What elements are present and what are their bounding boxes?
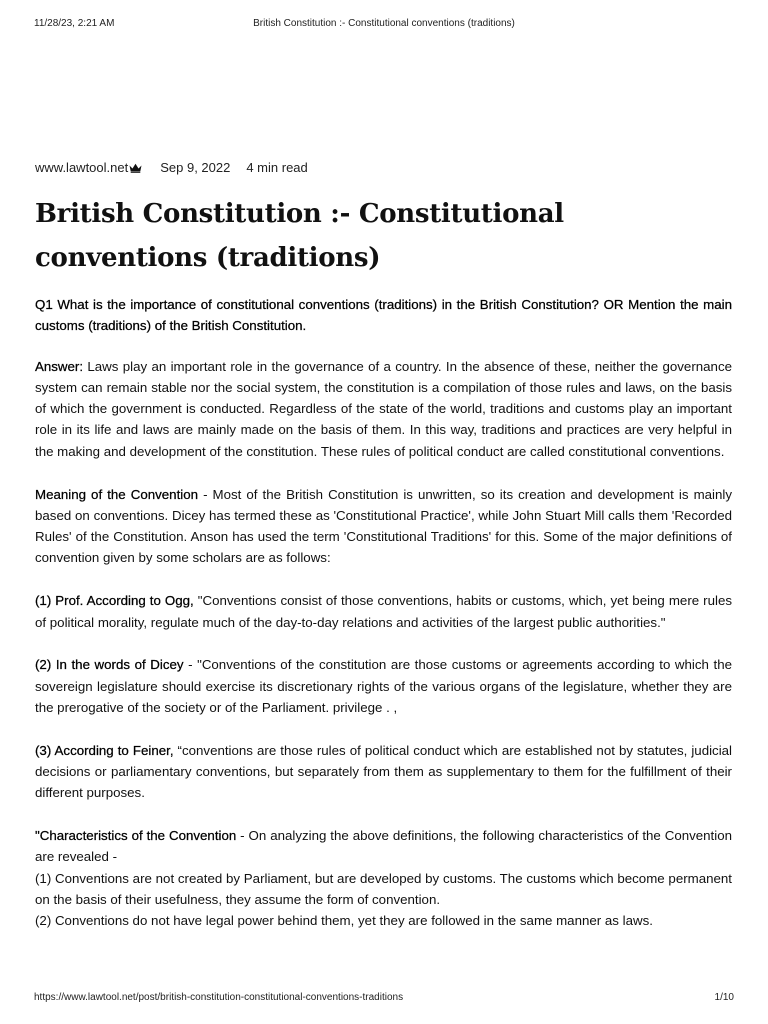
meaning-text: - Most of the British Constitution is unwritten, so its creation and development is mainly based on conventions. Dicey has termed these as 'Constitutional Practice', while John Stuart Mill calls them 'Recorded Rules' of the Constitution. Anson has used the term 'Constitutional Traditions' for this. Some of the major definitions of convention given by some scholars are as follows: [35,486,733,566]
site-link[interactable]: www.lawtool.net [35,160,129,175]
read-time: 4 min read [246,160,308,175]
print-document-title: British Constitution :- Constitutional conventions (traditions) [253,18,515,29]
answer-label: Answer: [35,358,84,374]
print-header [34,18,734,32]
characteristics-text: - On analyzing the above definitions, the following characteristics of the Convention are revealed - [35,828,732,865]
definition-dicey [35,654,732,718]
print-datetime: 11/28/23, 2:21 AM [34,18,115,29]
article-title: British Constitution :- Constitutional conventions (traditions) [35,199,564,273]
definition-dicey-text: - "Conventions of the constitution are those customs or agreements according to which the sovereign legislature should exercise its discretionary rights of the various organs of the legislature, whether they are the prerogative of the society or of the Parliament. privilege . , [35,657,732,715]
article-meta [35,160,308,175]
characteristic-item-2: (2) Conventions do not have legal power behind them, yet they are followed in the same manner as laws. [35,913,653,929]
definition-feiner [35,740,732,804]
definition-feiner-text: “conventions are those rules of political conduct which are established not by statutes, judicial decisions or parliamentary conventions, but separately from them as supplementary to them for the fulfillment of their different purposes. [35,742,732,801]
definition-ogg-label: (1) Prof. According to Ogg, [35,593,194,609]
page-number: 1/10 [714,992,734,1003]
print-footer [34,992,734,1006]
definition-feiner-label: (3) According to Feiner, [35,742,174,758]
definition-ogg-text: "Conventions consist of those conventions, habits or customs, which, yet being mere rules of political morality, regulate much of the day-to-day relations and activities of the largest public authorities." [35,593,732,630]
print-url: https://www.lawtool.net/post/british-constitution-constitutional-conventions-traditions [34,992,404,1003]
article-body [35,294,732,932]
crown-icon [129,163,142,173]
characteristics-paragraph [35,825,732,868]
meaning-paragraph [35,484,732,569]
question-text: Q1 What is the importance of constitutional conventions (traditions) in the British Constitution? OR Mention the main customs (traditions) of the British Constitution. [35,297,732,334]
answer-paragraph [35,356,732,462]
answer-text: Laws play an important role in the governance of a country. In the absence of these, neither the governance system can remain stable nor the social system, the constitution is a compilation of those rules and laws, on the basis of which the government is conducted. Regardless of the state of the world, traditions and customs play an important role in its life and laws are mainly made on the basis of them. In this way, traditions and practices are very helpful in the making and development of the constitution. These rules of political conduct are called constitutional conventions. [35,358,732,459]
definition-dicey-label: (2) In the words of Dicey [35,657,184,673]
characteristics-label: "Characteristics of the Convention [35,828,237,844]
characteristic-item-1: (1) Conventions are not created by Parliament, but are developed by customs. The customs which become permanent on the basis of their usefulness, they assume the form of convention. [35,870,732,908]
definition-ogg [35,590,732,633]
publish-date: Sep 9, 2022 [160,160,231,175]
meaning-label: Meaning of the Convention [35,486,199,502]
